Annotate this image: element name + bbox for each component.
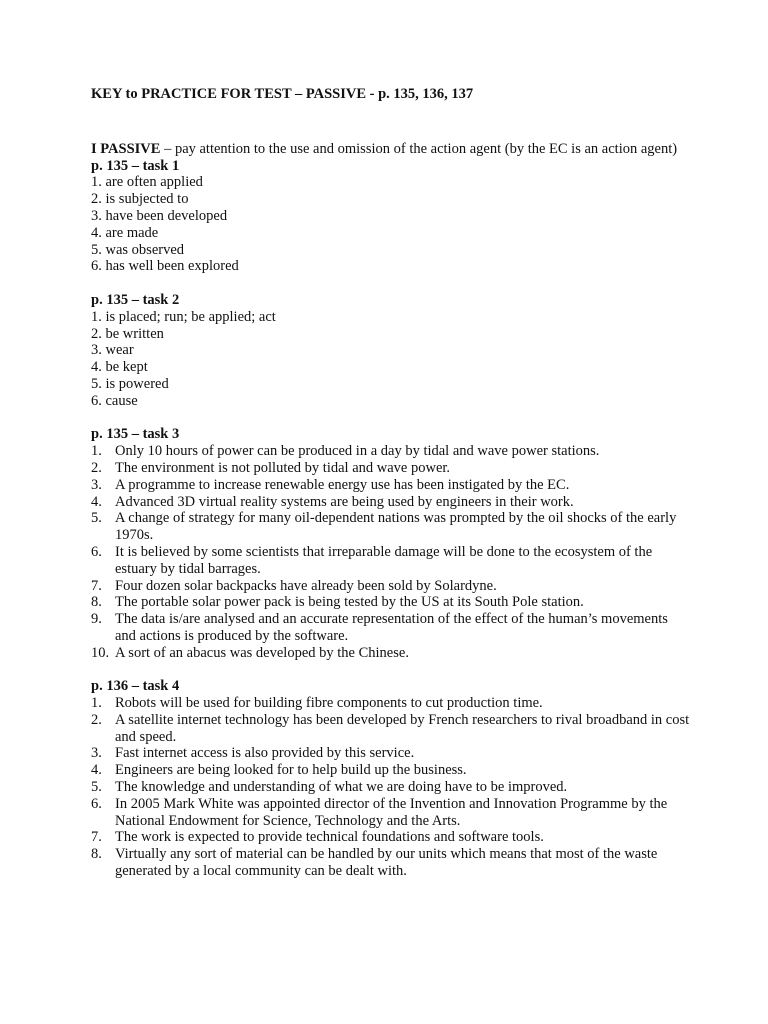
intro-paragraph (91, 141, 691, 158)
answer-text: The work is expected to provide technical foundations and software tools. (115, 829, 544, 846)
task1-answer: 4. are made (91, 224, 159, 241)
task2-answer: 4. be kept (91, 359, 148, 376)
task2-answer: 3. wear (91, 342, 134, 359)
task3-answer (91, 578, 691, 595)
answer-number: 10. (91, 644, 110, 661)
answer-number: 7. (91, 577, 102, 594)
answer-text: The environment is not polluted by tidal and wave power. (115, 459, 451, 476)
task4-answer (91, 695, 691, 712)
answer-number: 6. (91, 543, 102, 560)
task3-answer (91, 544, 691, 578)
task1-answers (91, 174, 691, 275)
task4-answer (91, 745, 691, 762)
task3-answers (91, 443, 691, 661)
answer-text: Fast internet access is also provided by this service. (115, 745, 415, 762)
task2-answer: 2. be written (91, 325, 164, 342)
answer-text: The data is/are analysed and an accurate representation of the effect of the human’s movements and actions is produced by the software. (115, 611, 668, 644)
task3-answer (91, 477, 691, 494)
answer-text: Only 10 hours of power can be produced in a day by tidal and wave power stations. (115, 443, 600, 460)
task4-answers (91, 695, 691, 880)
task2-answer: 5. is powered (91, 375, 169, 392)
task4-answer (91, 779, 691, 796)
task1-answer: 1. are often applied (91, 174, 203, 191)
task3-answer (91, 510, 691, 544)
task4-answer (91, 762, 691, 779)
answer-number: 8. (91, 594, 102, 611)
task3-heading: p. 135 – task 3 (91, 426, 180, 443)
task1-section (91, 158, 691, 276)
task3-answer (91, 645, 691, 662)
task1-heading: p. 135 – task 1 (91, 157, 180, 174)
answer-number: 5. (91, 779, 102, 796)
task4-heading: p. 136 – task 4 (91, 678, 180, 695)
answer-text: It is believed by some scientists that irreparable damage will be done to the ecosystem of the estuary by tidal barrages. (115, 543, 653, 577)
task4-answer (91, 712, 691, 746)
answer-number: 1. (91, 695, 102, 712)
answer-text: Robots will be used for building fibre components to cut production time. (115, 695, 543, 712)
answer-number: 5. (91, 510, 102, 527)
document-title: KEY to PRACTICE FOR TEST – PASSIVE - p. 135, 136, 137 (91, 86, 474, 102)
answer-text: A sort of an abacus was developed by the Chinese. (115, 644, 409, 661)
answer-text: In 2005 Mark White was appointed director of the Invention and Innovation Programme by the National Endowment for Science, Technology and the Arts. (115, 795, 668, 829)
answer-number: 9. (91, 611, 102, 628)
task2-heading: p. 135 – task 2 (91, 291, 180, 308)
task4-answer (91, 829, 691, 846)
answer-text: A programme to increase renewable energy use has been instigated by the EC. (115, 476, 570, 493)
answer-text: Engineers are being looked for to help build up the business. (115, 762, 467, 779)
task3-answer (91, 611, 691, 645)
answer-number: 8. (91, 846, 102, 863)
answer-number: 2. (91, 459, 102, 476)
intro-label: I PASSIVE (91, 140, 161, 157)
task2-answer: 6. cause (91, 392, 138, 409)
answer-text: A change of strategy for many oil-dependent nations was prompted by the oil shocks of the early 1970s. (115, 510, 677, 544)
answer-number: 3. (91, 745, 102, 762)
task4-section (91, 678, 691, 880)
task4-answer (91, 846, 691, 880)
task3-answer (91, 460, 691, 477)
answer-number: 2. (91, 711, 102, 728)
document-page (91, 86, 691, 897)
answer-number: 7. (91, 829, 102, 846)
task2-answer: 1. is placed; run; be applied; act (91, 308, 276, 325)
intro-text: – pay attention to the use and omission of the action agent (by the EC is an action agent) (160, 140, 678, 157)
answer-text: Advanced 3D virtual reality systems are being used by engineers in their work. (115, 493, 574, 510)
task3-answer (91, 494, 691, 511)
task3-answer (91, 443, 691, 460)
answer-number: 4. (91, 762, 102, 779)
answer-text: A satellite internet technology has been developed by French researchers to rival broadband in cost and speed. (115, 711, 690, 745)
task3-answer (91, 594, 691, 611)
answer-text: The knowledge and understanding of what we are doing have to be improved. (115, 779, 568, 796)
answer-number: 3. (91, 476, 102, 493)
task2-section (91, 292, 691, 410)
answer-text: The portable solar power pack is being tested by the US at its South Pole station. (115, 594, 584, 611)
task1-answer: 6. has well been explored (91, 258, 239, 275)
answer-number: 6. (91, 795, 102, 812)
answer-number: 1. (91, 443, 102, 460)
task4-answer (91, 796, 691, 830)
answer-text: Four dozen solar backpacks have already been sold by Solardyne. (115, 577, 497, 594)
answer-number: 4. (91, 493, 102, 510)
task2-answers (91, 309, 691, 410)
task1-answer: 2. is subjected to (91, 191, 189, 208)
task1-answer: 5. was observed (91, 241, 185, 258)
task3-section (91, 426, 691, 661)
answer-text: Virtually any sort of material can be handled by our units which means that most of the waste generated by a local community can be dealt with. (115, 846, 658, 880)
task1-answer: 3. have been developed (91, 207, 228, 224)
